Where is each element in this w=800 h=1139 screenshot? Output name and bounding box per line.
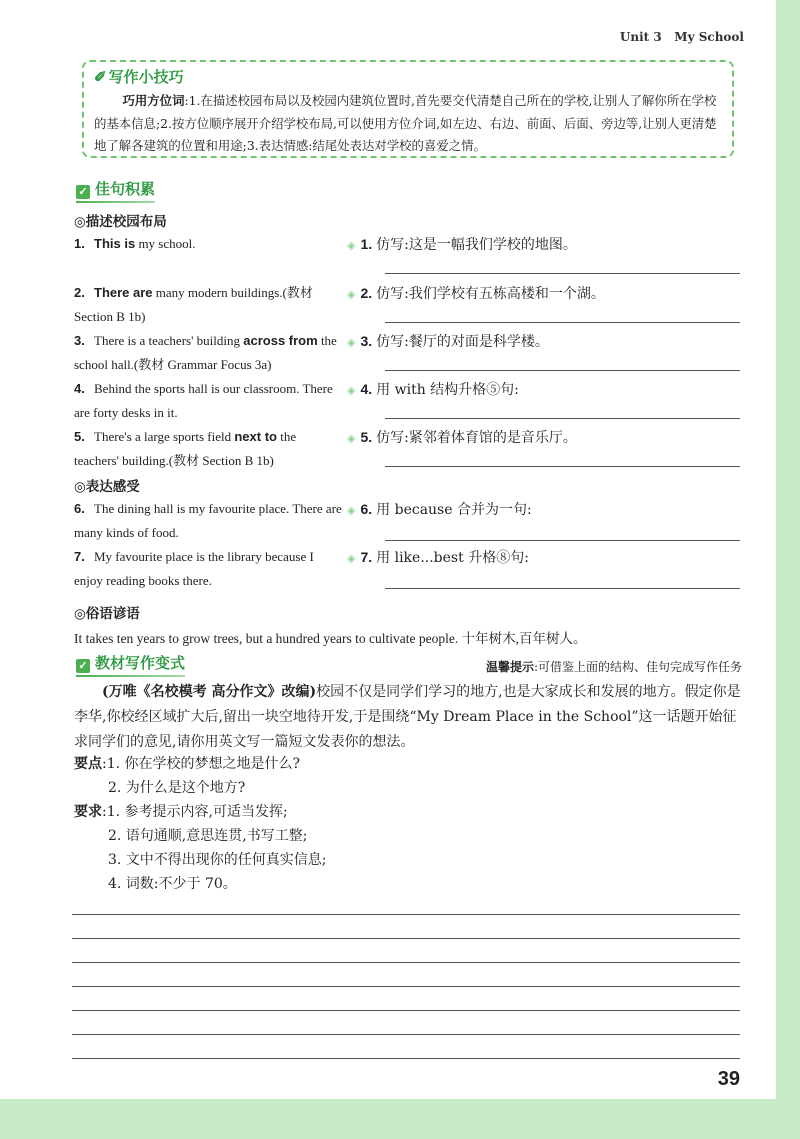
writing-tips-box [82,60,734,158]
writing-line[interactable] [72,938,740,939]
req-4: 4. 词数:不少于 70。 [108,876,237,892]
req-2: 2. 语句通顺,意思连贯,书写工整; [108,828,308,844]
unit-title: My School [674,30,744,44]
pencil-icon: ✐ [94,68,107,86]
sentence-item-3: 3. There is a teachers' building across from the school hall.(教材 Grammar Focus 3a) [74,333,337,372]
writing-line[interactable] [72,914,740,915]
tips-title: ✐ 写作小技巧 [94,68,184,86]
sentence-item-4: 4. Behind the sports hall is our classroom. There are forty desks in it. [74,381,333,420]
sentence-item-7: 7. My favourite place is the library because I enjoy reading books there. [74,549,314,588]
writing-task-title: ✓ 教材写作变式 [76,652,185,677]
page-number: 39 [717,1068,740,1090]
req-1: 1. 参考提示内容,可适当发挥; [106,804,288,820]
task-6: ◈ 6. 用 because 合并为一句: [347,501,532,518]
writing-prompt: (万唯《名校模考 高分作文》改编)校园不仅是同学们学习的地方,也是大家成长和发展的地方。假定你是李华,你校经区域扩大后,留出一块空地待开发,于是围绕“My Dream Place in the School”这一话题开始征求同学们的意见,请你用英文写一篇短文发表你的想法。 [74,684,741,750]
task-7: ◈ 7. 用 like...best 升格⑧句: [347,549,529,566]
proverb: It takes ten years to grow trees, but a hundred years to cultivate people. 十年树木,百年树人。 [74,631,587,646]
answer-line-3[interactable] [385,370,740,371]
subsection-feelings: ◎表达感受 [74,479,140,495]
arrow-icon: ◈ [347,504,356,517]
task-5: ◈ 5. 仿写:紧邻着体育馆的是音乐厅。 [347,429,577,446]
answer-line-6[interactable] [385,540,740,541]
answer-line-5[interactable] [385,466,740,467]
tips-body [94,90,724,158]
answer-line-2[interactable] [385,322,740,323]
point-1: 1. 你在学校的梦想之地是什么? [106,756,301,772]
prompt-source: (万唯《名校模考 高分作文》改编) [102,684,317,700]
title-underline [76,201,155,203]
unit-label: Unit 3 [619,30,662,44]
title-underline [76,675,185,677]
sentence-item-6: 6. The dining hall is my favourite place. There are many kinds of food. [74,501,342,540]
arrow-icon: ◈ [347,288,356,301]
writing-line[interactable] [72,1010,740,1011]
arrow-icon: ◈ [347,552,356,565]
answer-line-7[interactable] [385,588,740,589]
check-icon: ✓ [76,659,90,673]
subsection-layout: ◎描述校园布局 [74,214,167,230]
bottom-decor-stripe [0,1099,800,1139]
arrow-icon: ◈ [347,384,356,397]
sentence-item-1: 1. This is my school. [74,236,196,251]
key-points: 要点:1. 你在学校的梦想之地是什么? 2. 为什么是这个地方? [74,752,300,800]
answer-line-1[interactable] [385,273,740,274]
writing-line[interactable] [72,986,740,987]
answer-line-4[interactable] [385,418,740,419]
task-2: ◈ 2. 仿写:我们学校有五栋高楼和一个湖。 [347,285,605,302]
req-3: 3. 文中不得出现你的任何真实信息; [108,852,327,868]
sentence-item-2: 2. There are many modern buildings.(教材 Section B 1b) [74,285,313,324]
point-2: 2. 为什么是这个地方? [108,780,246,796]
good-sentences-title: ✓ 佳句积累 [76,178,155,203]
check-icon: ✓ [76,185,90,199]
arrow-icon: ◈ [347,239,356,252]
requirements: 要求:1. 参考提示内容,可适当发挥; 2. 语句通顺,意思连贯,书写工整; 3. 文中不得出现你的任何真实信息; 4. 词数:不少于 70。 [74,800,327,896]
subsection-proverbs: ◎俗语谚语 [74,606,140,622]
tips-label: 巧用方位词 [122,93,185,108]
task-1: ◈ 1. 仿写:这是一幅我们学校的地图。 [347,236,577,253]
task-4: ◈ 4. 用 with 结构升格⑤句: [347,381,519,398]
writing-line[interactable] [72,1034,740,1035]
writing-line[interactable] [72,962,740,963]
writing-line[interactable] [72,1058,740,1059]
task-3: ◈ 3. 仿写:餐厅的对面是科学楼。 [347,333,549,350]
right-decor-stripe [776,0,800,1139]
arrow-icon: ◈ [347,336,356,349]
writing-hint: 温馨提示:可借鉴上面的结构、佳句完成写作任务 [485,660,742,674]
sentence-item-5: 5. There's a large sports field next to the teachers' building.(教材 Section B 1b) [74,429,297,468]
page-header [620,30,744,44]
tips-text: :1.在描述校园布局以及校园内建筑位置时,首先要交代清楚自己所在的学校,让别人了解你所在学校的基本信息;2.按方位顺序展开介绍学校布局,可以使用方位介词,如左边、右边、前面、后面、旁边等,让别人更清楚地了解各建筑的位置和用途;3.表达情感:结尾处表达对学校的喜爱之情。 [94,93,717,153]
arrow-icon: ◈ [347,432,356,445]
